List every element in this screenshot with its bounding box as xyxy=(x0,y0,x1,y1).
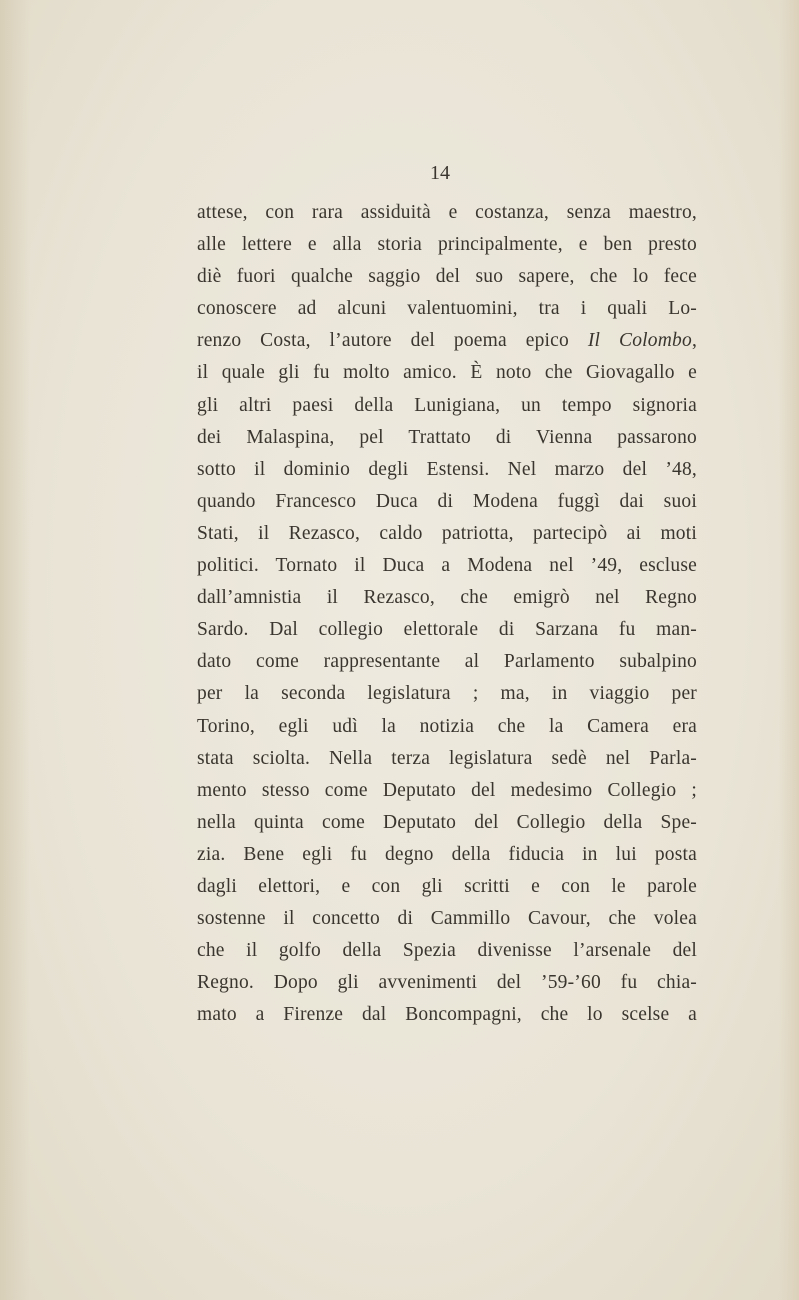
text-line xyxy=(197,293,697,325)
text-segment: gli altri paesi della Lunigiana, un tempo signoria xyxy=(197,394,697,416)
text-line xyxy=(197,807,697,839)
body-text xyxy=(197,197,697,1031)
text-segment: dagli elettori, e con gli scritti e con le parole xyxy=(197,875,697,897)
text-segment: sostenne il concetto di Cammillo Cavour, che volea xyxy=(197,908,697,930)
text-segment: quando Francesco Duca di Modena fuggì dai suoi xyxy=(197,490,697,512)
text-segment: dall’amnistia il Rezasco, che emigrò nel Regno xyxy=(197,587,697,609)
text-segment: sotto il dominio degli Estensi. Nel marzo del ’48, xyxy=(197,458,697,480)
text-segment: Torino, egli udì la notizia che la Camera era xyxy=(197,715,697,737)
text-segment: renzo Costa, l’autore del poema epico xyxy=(197,330,588,352)
text-segment: stata sciolta. Nella terza legislatura sedè nel Parla- xyxy=(197,747,697,769)
text-segment: mato a Firenze dal Boncompagni, che lo scelse a xyxy=(197,1004,697,1026)
text-line xyxy=(197,229,697,261)
text-line xyxy=(197,325,697,357)
text-line xyxy=(197,357,697,389)
text-line xyxy=(197,261,697,293)
page-edge-right xyxy=(779,0,799,1300)
text-segment: dato come rappresentante al Parlamento subalpino xyxy=(197,651,697,673)
italic-title: Il Colombo xyxy=(587,330,692,352)
text-segment: nella quinta come Deputato del Collegio della Spe- xyxy=(197,811,697,833)
text-segment: , xyxy=(691,330,698,352)
text-line xyxy=(197,614,697,646)
text-line xyxy=(197,871,697,903)
text-line xyxy=(197,935,697,967)
text-line xyxy=(197,582,697,614)
text-segment: politici. Tornato il Duca a Modena nel ’49, escluse xyxy=(197,555,697,577)
text-line xyxy=(197,518,697,550)
text-line xyxy=(197,678,697,710)
text-segment: mento stesso come Deputato del medesimo Collegio ; xyxy=(197,779,697,801)
text-line xyxy=(197,839,697,871)
text-line xyxy=(197,486,697,518)
text-line xyxy=(197,743,697,775)
text-line xyxy=(197,903,697,935)
text-segment: Stati, il Rezasco, caldo patriotta, partecipò ai moti xyxy=(197,522,697,544)
text-line xyxy=(197,967,697,999)
text-segment: dei Malaspina, pel Trattato di Vienna passarono xyxy=(197,426,697,448)
page-number: 14 xyxy=(430,162,450,184)
text-segment: conoscere ad alcuni valentuomini, tra i quali Lo- xyxy=(197,298,697,320)
text-line xyxy=(197,775,697,807)
page-edge-left xyxy=(0,0,30,1300)
text-segment: che il golfo della Spezia divenisse l’arsenale del xyxy=(197,940,697,962)
text-line xyxy=(197,646,697,678)
text-segment: diè fuori qualche saggio del suo sapere, che lo fece xyxy=(197,266,697,288)
text-line xyxy=(197,711,697,743)
text-segment: attese, con rara assiduità e costanza, senza maestro, xyxy=(197,202,697,223)
text-line xyxy=(197,999,697,1031)
text-line xyxy=(197,550,697,582)
text-segment: alle lettere e alla storia principalmente, e ben presto xyxy=(197,234,697,256)
text-line xyxy=(197,197,697,229)
text-segment: Sardo. Dal collegio elettorale di Sarzana fu man- xyxy=(197,619,697,641)
text-segment: il quale gli fu molto amico. È noto che Giovagallo e xyxy=(197,362,697,384)
text-line xyxy=(197,422,697,454)
text-segment: per la seconda legislatura ; ma, in viaggio per xyxy=(197,683,697,705)
text-segment: Regno. Dopo gli avvenimenti del ’59-’60 fu chia- xyxy=(197,972,697,994)
text-line xyxy=(197,390,697,422)
text-line xyxy=(197,454,697,486)
text-segment: zia. Bene egli fu degno della fiducia in lui posta xyxy=(197,843,697,865)
